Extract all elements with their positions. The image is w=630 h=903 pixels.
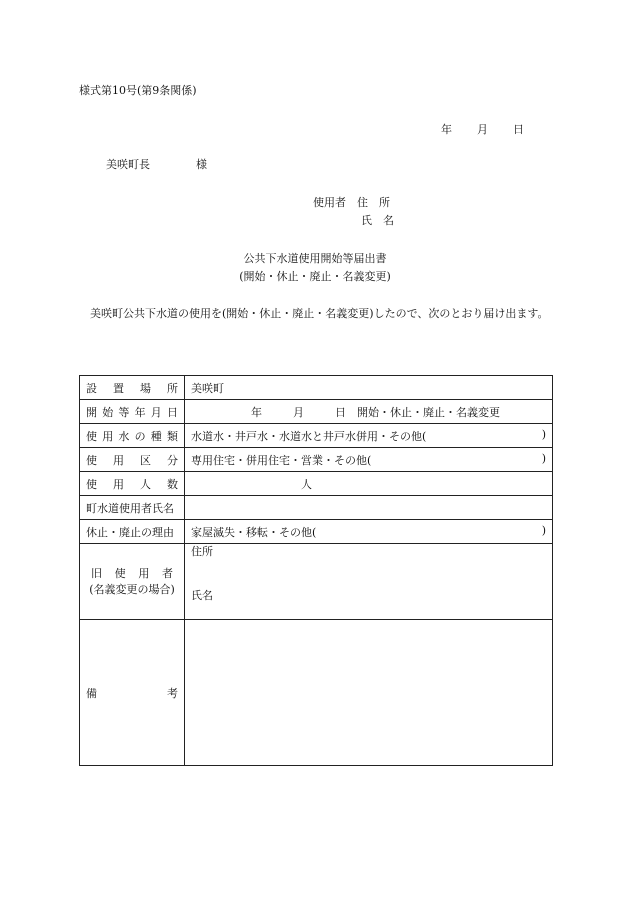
usage-class-label: 使 用 区 分: [86, 453, 178, 467]
date-day-label: 日: [513, 123, 524, 136]
row-location: [80, 376, 553, 400]
usage-class-close: ): [541, 451, 546, 465]
applicant-address-line: [313, 194, 390, 210]
water-user-name-value[interactable]: [185, 496, 553, 520]
form-number: 様式第10号(第9条関係): [79, 84, 197, 97]
usage-class-options: 専用住宅・併用住宅・営業・その他(: [191, 453, 372, 467]
applicant-name-label: 氏 名: [361, 214, 394, 227]
intro-text: 美咲町公共下水道の使用を(開始・休止・廃止・名義変更)したので、次のとおり届け出ます。: [90, 307, 549, 320]
form-table: [79, 375, 553, 766]
row-water-type: [80, 424, 553, 448]
remarks-label: 備 考: [86, 686, 178, 700]
row-start-date: [80, 400, 553, 424]
start-date-label: 開 始 等 年 月 日: [86, 405, 178, 419]
reason-value[interactable]: [185, 520, 553, 544]
document-title: 公共下水道使用開始等届出書: [243, 252, 387, 265]
start-date-value[interactable]: [185, 400, 553, 424]
water-type-label: 使 用 水 の 種 類: [86, 429, 178, 443]
addressee-title: 美咲町長: [106, 158, 150, 171]
start-day-label: 日: [335, 405, 346, 419]
date-year-label: 年: [441, 123, 452, 136]
previous-user-value[interactable]: [185, 544, 553, 620]
start-options: 開始・休止・廃止・名義変更: [357, 405, 500, 419]
start-month-label: 月: [293, 405, 304, 419]
applicant-address-label: 住 所: [357, 196, 390, 209]
addressee: [106, 156, 207, 172]
previous-user-address-label: 住所: [191, 544, 213, 558]
remarks-value[interactable]: [185, 620, 553, 766]
row-usage-class: [80, 448, 553, 472]
addressee-honorific: 様: [196, 158, 207, 171]
row-water-user-name: [80, 496, 553, 520]
previous-user-note: (名義変更の場合): [89, 582, 175, 596]
row-people: [80, 472, 553, 496]
previous-user-label: 旧 使 用 者: [91, 566, 173, 580]
reason-options: 家屋滅失・移転・その他(: [191, 525, 317, 539]
submission-date: [441, 121, 524, 137]
row-reason: [80, 520, 553, 544]
usage-class-value[interactable]: [185, 448, 553, 472]
location-label: 設 置 場 所: [86, 381, 178, 395]
row-remarks: [80, 620, 553, 766]
reason-close: ): [541, 523, 546, 537]
date-month-label: 月: [477, 123, 488, 136]
water-user-name-label: 町水道使用者氏名: [80, 496, 185, 520]
people-value[interactable]: [185, 472, 553, 496]
people-unit: 人: [301, 477, 312, 491]
water-type-options: 水道水・井戸水・水道水と井戸水併用・その他(: [191, 429, 427, 443]
previous-user-name-label: 氏名: [191, 588, 213, 602]
applicant-role: 使用者: [313, 196, 346, 209]
people-label: 使 用 人 数: [86, 477, 178, 491]
water-type-close: ): [541, 427, 546, 441]
document-subtitle: (開始・休止・廃止・名義変更): [239, 270, 391, 283]
water-type-value[interactable]: [185, 424, 553, 448]
start-year-label: 年: [251, 405, 262, 419]
reason-label: 休止・廃止の理由: [80, 520, 185, 544]
row-previous-user: [80, 544, 553, 620]
location-value[interactable]: 美咲町: [185, 376, 553, 400]
